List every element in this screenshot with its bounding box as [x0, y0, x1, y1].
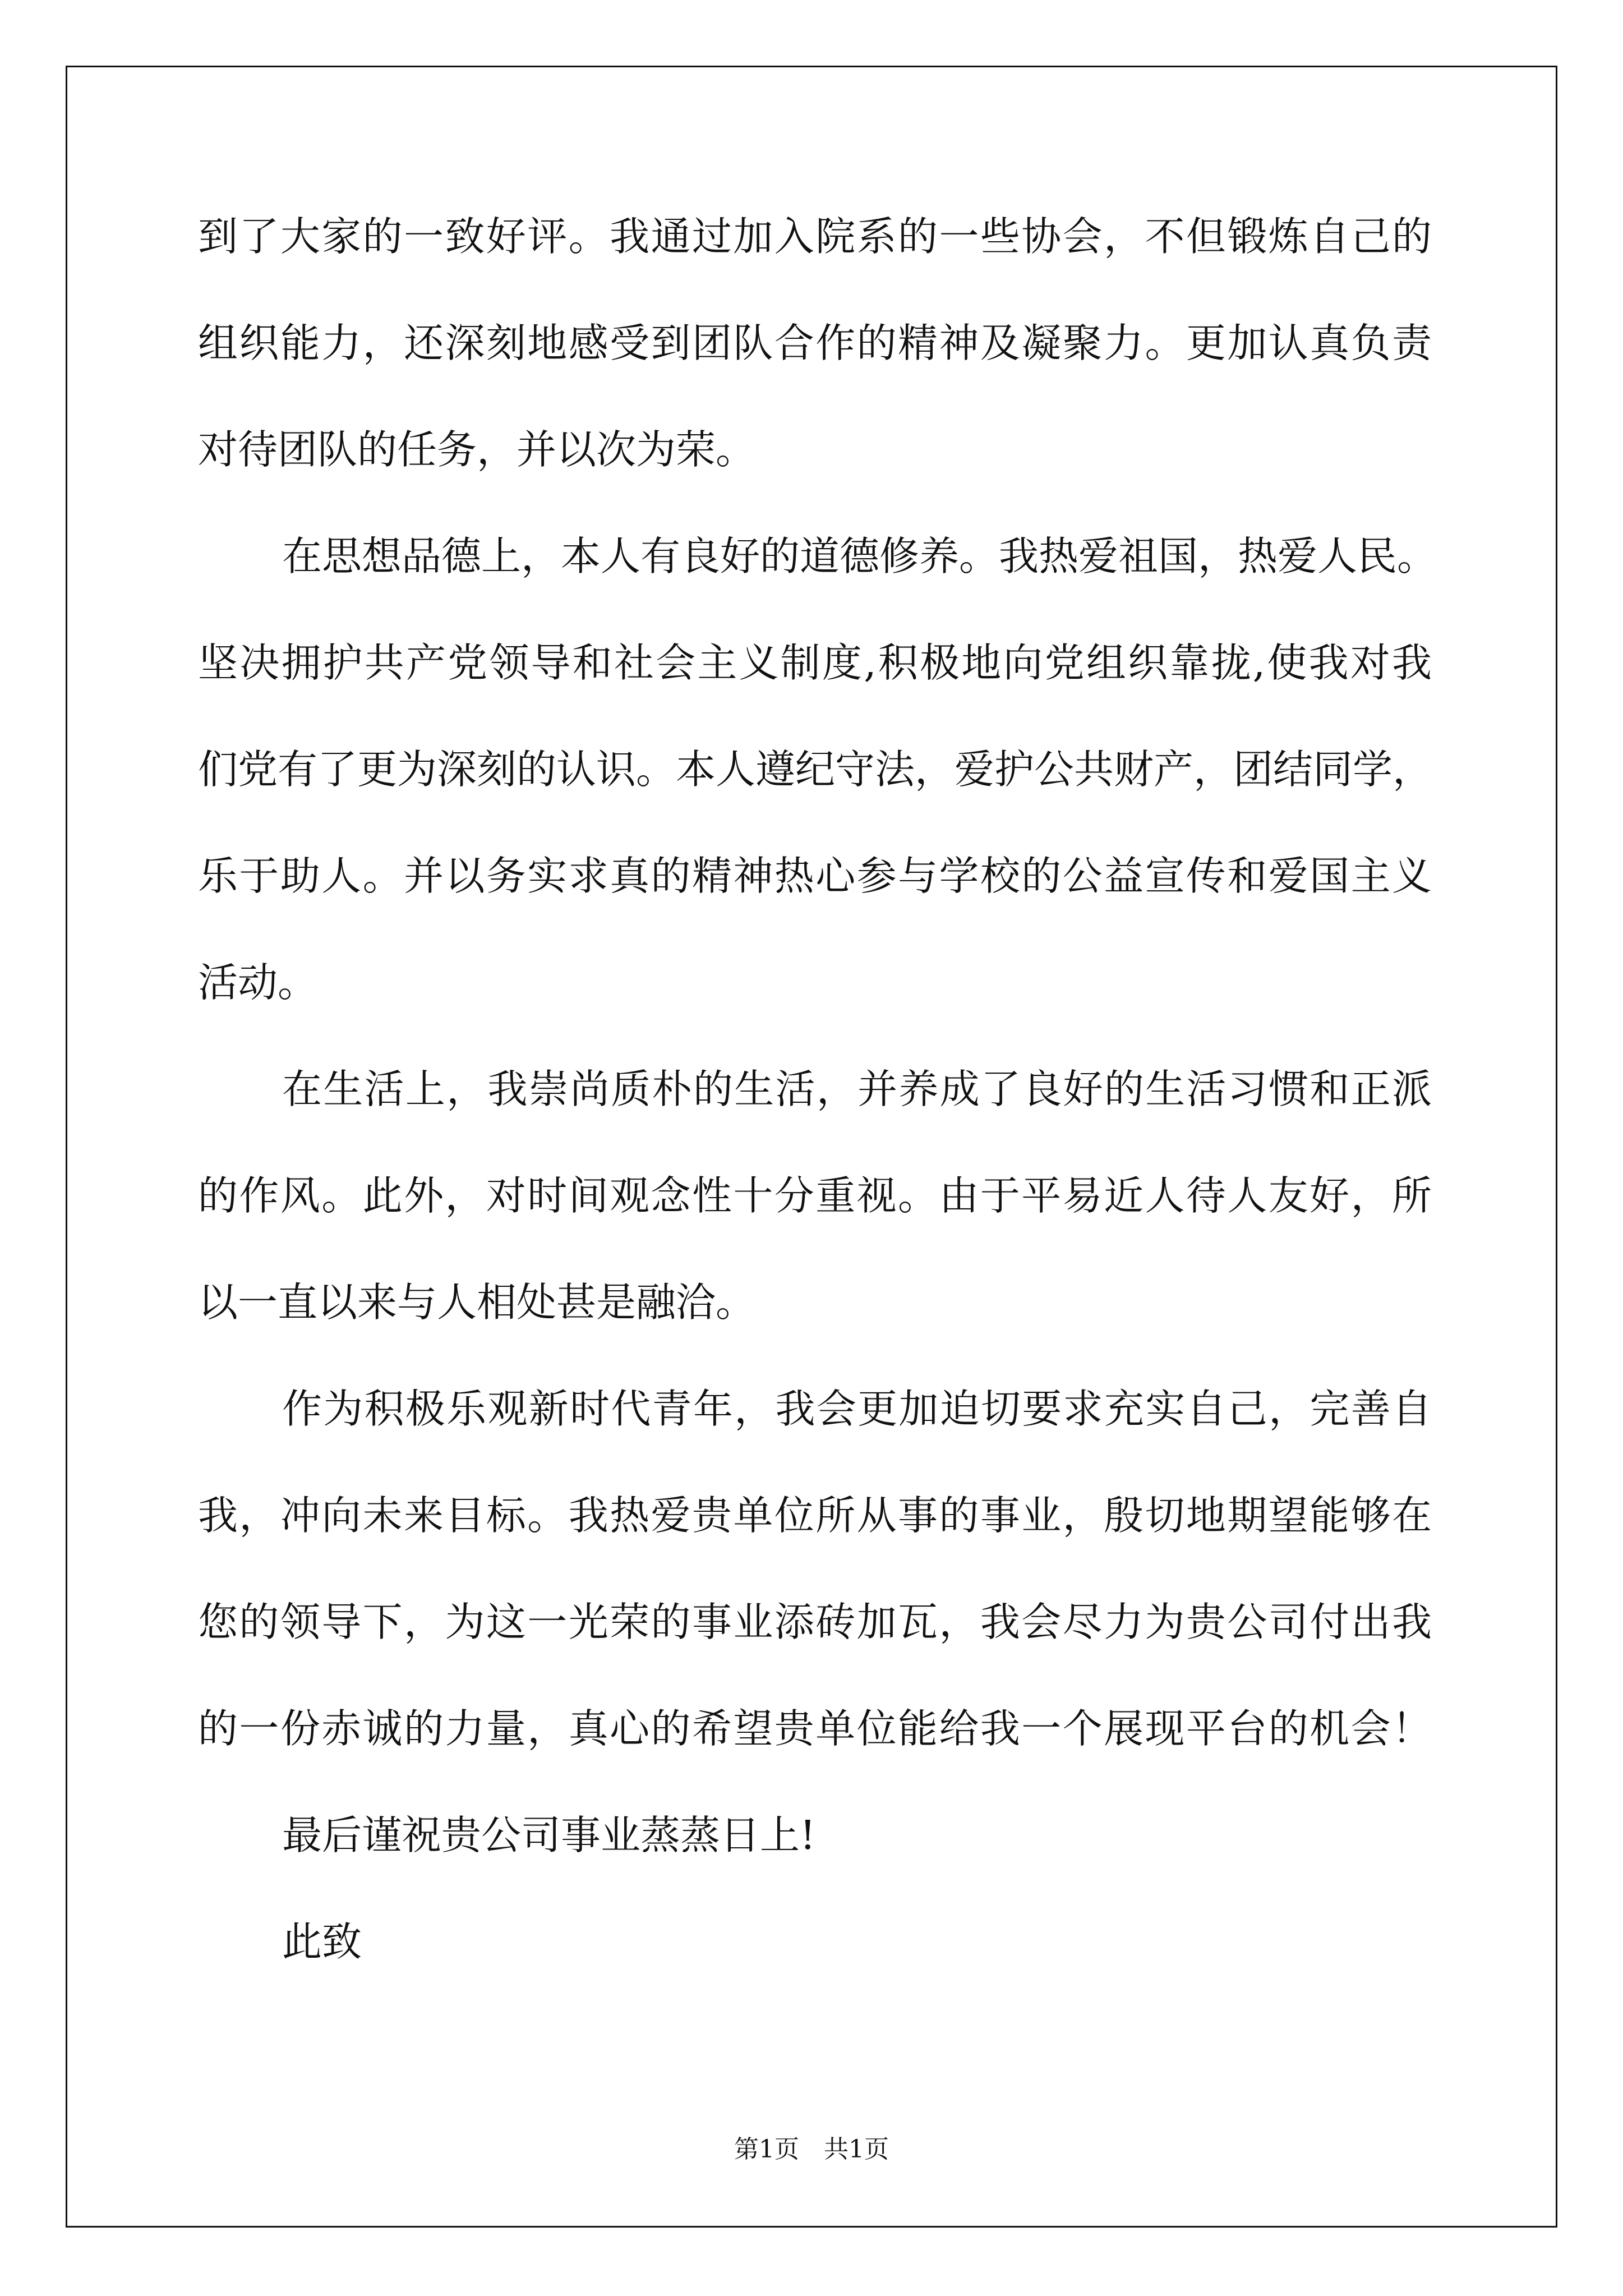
text-line: 的一份赤诚的力量，真心的希望贵单位能给我一个展现平台的机会！ [198, 1705, 1432, 1752]
text-line: 活动。 [198, 959, 318, 1006]
text-line: 对待团队的任务，并以次为荣。 [198, 426, 756, 473]
text-line: 乐于助人。并以务实求真的精神热心参与学校的公益宣传和爱国主义 [198, 853, 1432, 899]
text-line: 的作风。此外，对时间观念性十分重视。由于平易近人待人友好，所 [198, 1172, 1432, 1219]
closing-wish-line: 最后谨祝贵公司事业蒸蒸日上! [282, 1812, 816, 1858]
text-line: 坚决拥护共产党领导和社会主义制度,积极地向党组织靠拢,使我对我 [198, 639, 1432, 686]
paragraph-start-line: 在生活上，我崇尚质朴的生活，并养成了良好的生活习惯和正派 [282, 1066, 1432, 1112]
document-body [198, 209, 1437, 2021]
text-line: 组织能力，还深刻地感受到团队合作的精神及凝聚力。更加认真负责 [198, 320, 1432, 366]
page-number-footer: 第1页 共1页 [734, 2135, 889, 2164]
text-line: 们党有了更为深刻的认识。本人遵纪守法，爱护公共财产，团结同学， [198, 746, 1433, 793]
paragraph-start-line: 在思想品德上，本人有良好的道德修养。我热爱祖国，热爱人民。 [282, 533, 1437, 579]
text-line: 您的领导下，为这一光荣的事业添砖加瓦，我会尽力为贵公司付出我 [198, 1599, 1432, 1645]
salutation-line: 此致 [282, 1918, 362, 1965]
text-line: 我，冲向未来目标。我热爱贵单位所从事的事业，殷切地期望能够在 [198, 1492, 1432, 1539]
text-line: 到了大家的一致好评。我通过加入院系的一些协会，不但锻炼自己的 [198, 213, 1432, 260]
text-line: 以一直以来与人相处甚是融洽。 [198, 1279, 756, 1326]
paragraph-start-line: 作为积极乐观新时代青年，我会更加迫切要求充实自己，完善自 [282, 1386, 1432, 1432]
